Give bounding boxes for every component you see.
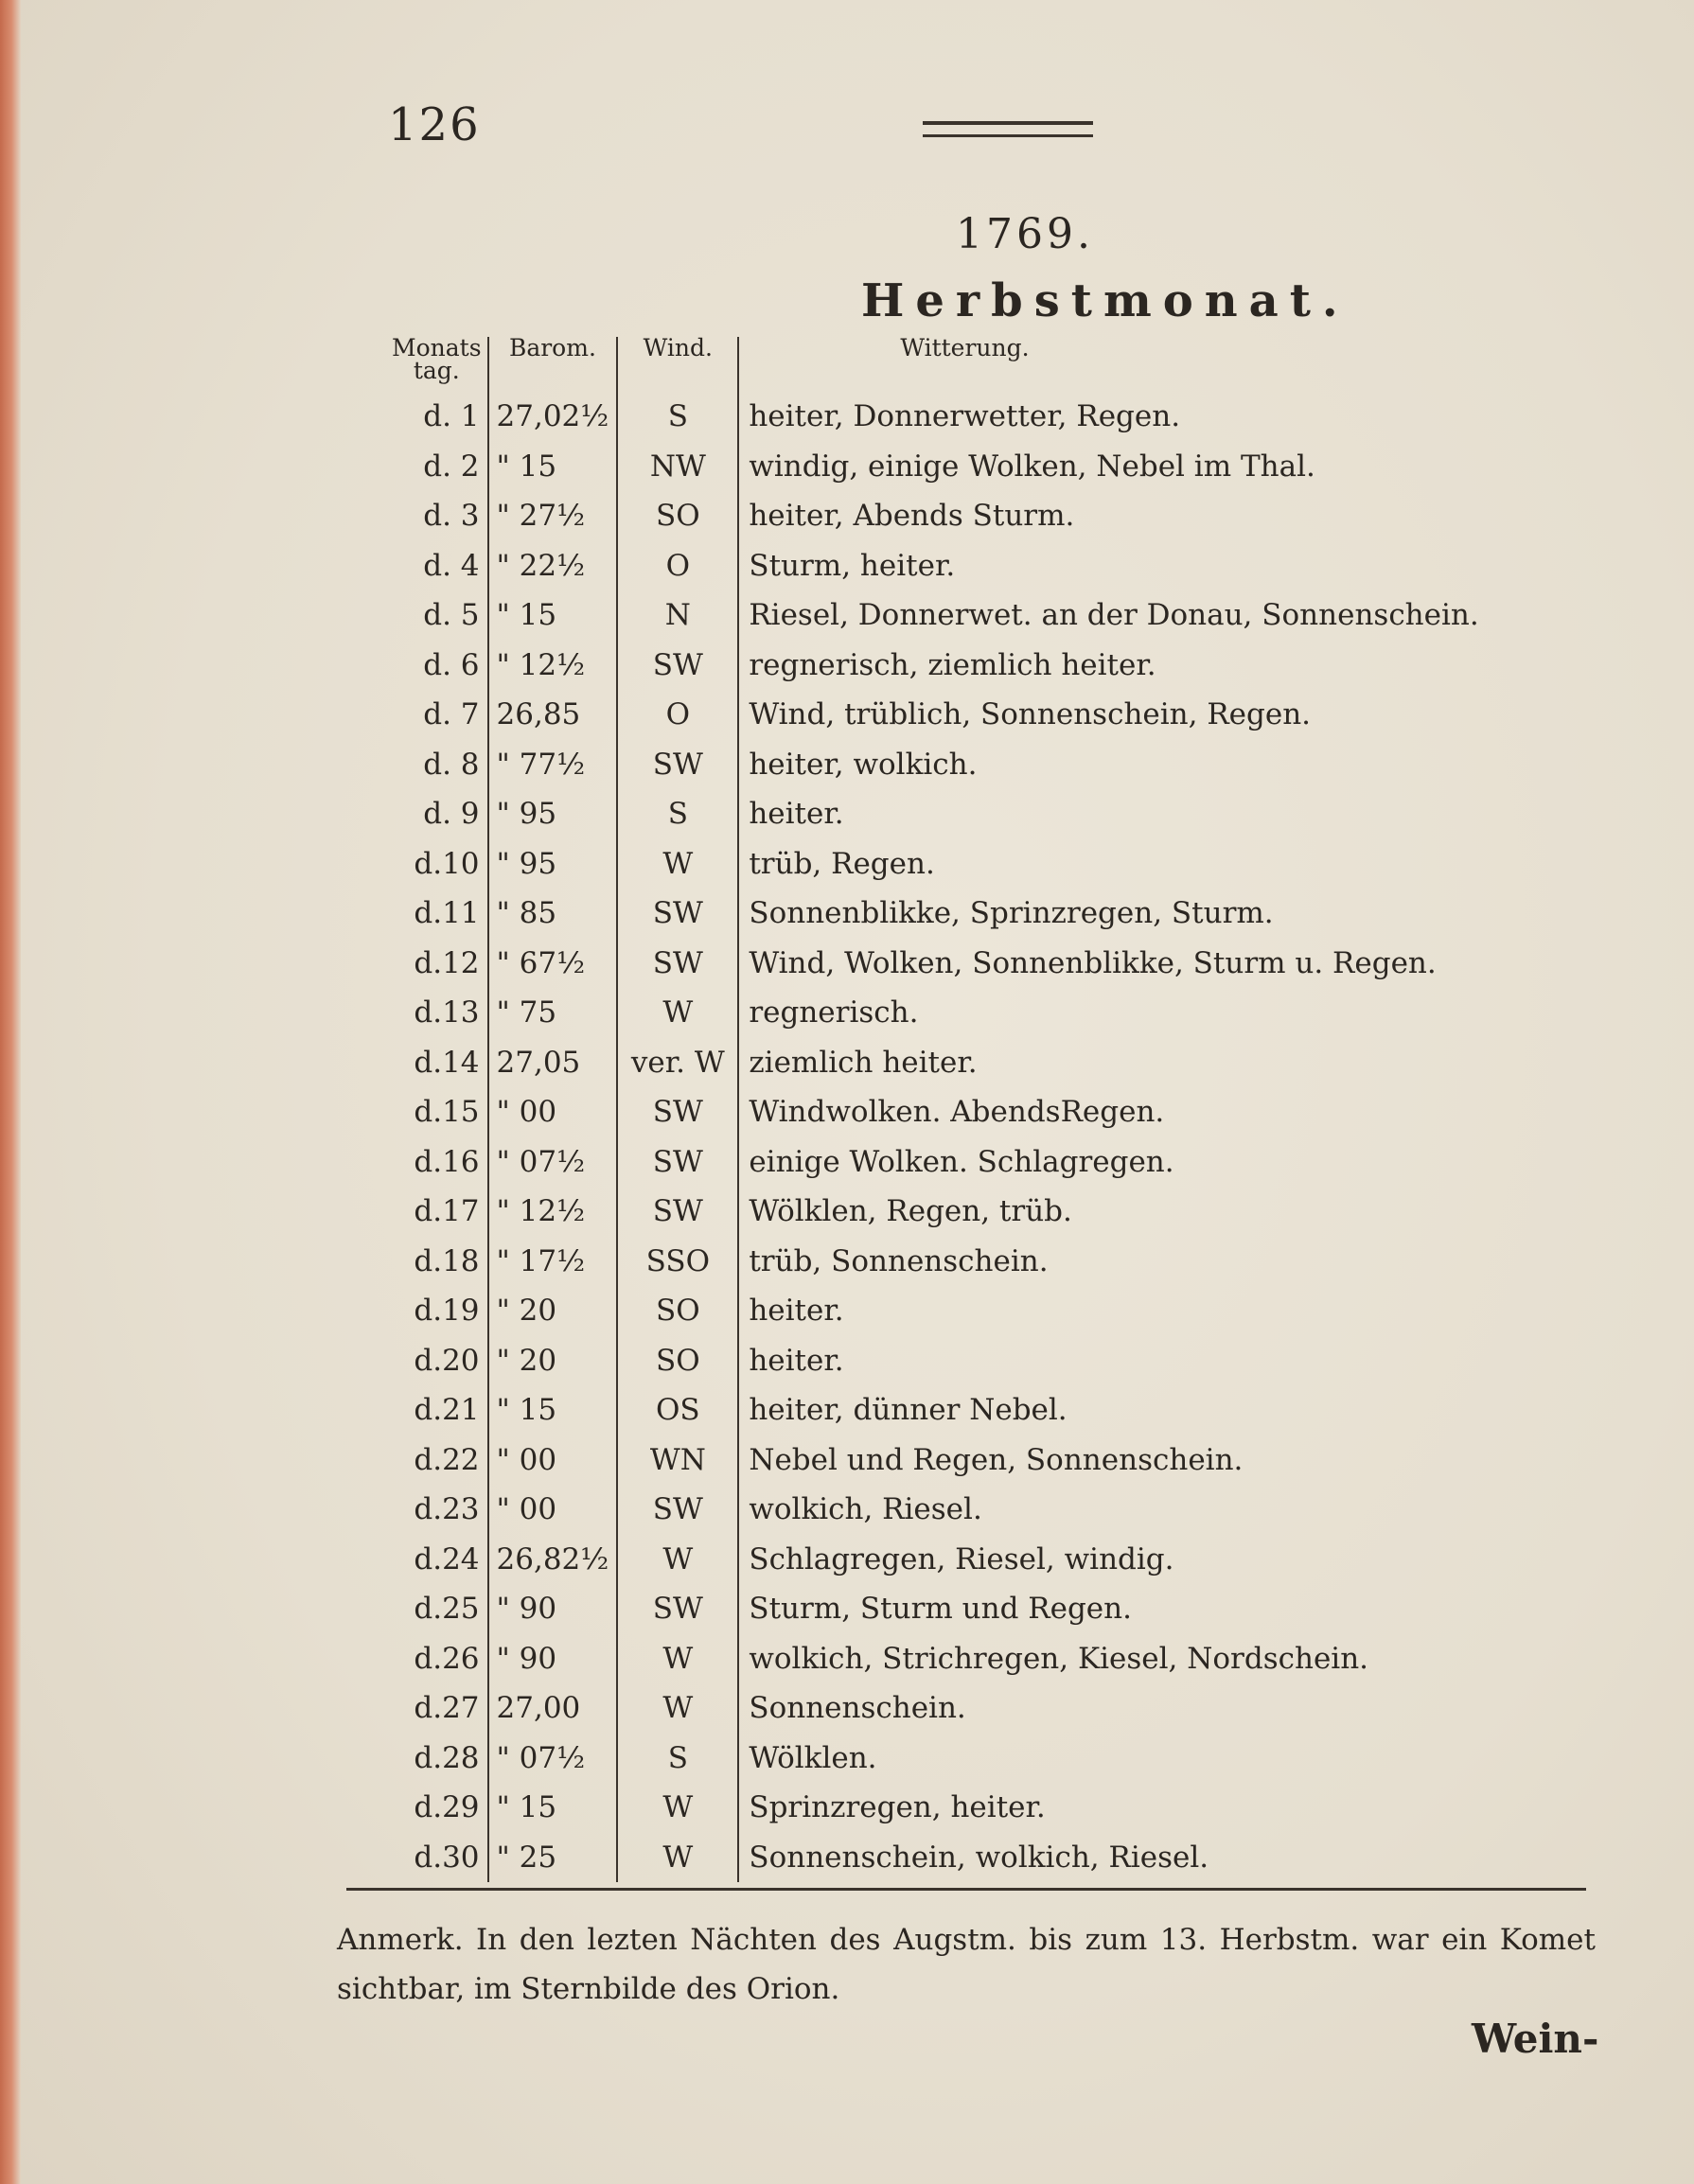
table-row xyxy=(386,1535,1487,1585)
wind-cell: SW xyxy=(617,641,738,691)
table-row xyxy=(386,789,1487,839)
weather-cell: heiter. xyxy=(749,797,844,832)
weather-cell: trüb, Regen. xyxy=(749,846,935,881)
day-cell: d.21 xyxy=(386,1385,488,1435)
weather-cell: windig, einige Wolken, Nebel im Thal. xyxy=(749,449,1315,484)
footer-rule xyxy=(346,1888,1586,1891)
day-cell: d.19 xyxy=(386,1286,488,1336)
table-row xyxy=(386,1187,1487,1237)
barometer-cell: " 15 xyxy=(488,590,618,641)
table-row xyxy=(386,590,1487,641)
barometer-cell: " 07½ xyxy=(488,1734,618,1784)
wind-cell: SO xyxy=(617,1336,738,1386)
barometer-cell: " 15 xyxy=(488,1783,618,1833)
weather-cell: heiter, Abends Sturm. xyxy=(749,499,1075,534)
table-row xyxy=(386,1385,1487,1435)
table-header-row xyxy=(386,337,1487,392)
wind-cell: W xyxy=(617,1783,738,1833)
day-cell: d.16 xyxy=(386,1137,488,1188)
barometer-cell: 27,00 xyxy=(488,1683,618,1734)
weather-cell: regnerisch. xyxy=(749,995,919,1030)
barometer-cell: " 25 xyxy=(488,1833,618,1883)
table-row xyxy=(386,1634,1487,1684)
weather-cell: Sturm, heiter. xyxy=(749,548,956,583)
wind-cell: O xyxy=(617,690,738,740)
wind-cell: W xyxy=(617,988,738,1038)
day-cell: d. 9 xyxy=(386,789,488,839)
wind-cell: N xyxy=(617,590,738,641)
barometer-cell: " 95 xyxy=(488,789,618,839)
header-barometer: Barom. xyxy=(488,337,618,392)
table-row xyxy=(386,1734,1487,1784)
barometer-cell: " 85 xyxy=(488,889,618,939)
weather-cell: Riesel, Donnerwet. an der Donau, Sonnenschein. xyxy=(749,598,1479,633)
table-row xyxy=(386,1087,1487,1137)
day-cell: d.17 xyxy=(386,1187,488,1237)
weather-cell: wolkich, Riesel. xyxy=(749,1492,982,1527)
year-heading: 1769. xyxy=(956,210,1094,258)
table-row xyxy=(386,1038,1487,1088)
table-row xyxy=(386,988,1487,1038)
day-cell: d. 6 xyxy=(386,641,488,691)
table-row xyxy=(386,641,1487,691)
day-cell: d.25 xyxy=(386,1584,488,1634)
wind-cell: SW xyxy=(617,740,738,790)
table-row xyxy=(386,1237,1487,1287)
header-day: Monats tag. xyxy=(386,337,488,392)
day-cell: d.18 xyxy=(386,1237,488,1287)
day-cell: d.22 xyxy=(386,1435,488,1486)
wind-cell: SW xyxy=(617,1137,738,1188)
header-weather: Witterung. xyxy=(900,334,1030,361)
table-row xyxy=(386,1783,1487,1833)
wind-cell: NW xyxy=(617,442,738,492)
barometer-cell: " 07½ xyxy=(488,1137,618,1188)
barometer-cell: " 90 xyxy=(488,1584,618,1634)
weather-cell: heiter. xyxy=(749,1294,844,1329)
header-wind: Wind. xyxy=(617,337,738,392)
wind-cell: W xyxy=(617,1634,738,1684)
table-row xyxy=(386,541,1487,591)
weather-cell: regnerisch, ziemlich heiter. xyxy=(749,647,1156,682)
book-spine-edge xyxy=(0,0,21,2184)
wind-cell: SW xyxy=(617,1485,738,1535)
barometer-cell: " 15 xyxy=(488,442,618,492)
barometer-cell: " 77½ xyxy=(488,740,618,790)
wind-cell: O xyxy=(617,541,738,591)
wind-cell: SW xyxy=(617,1187,738,1237)
table-row xyxy=(386,1833,1487,1883)
barometer-cell: " 67½ xyxy=(488,939,618,989)
wind-cell: WN xyxy=(617,1435,738,1486)
day-cell: d.24 xyxy=(386,1535,488,1585)
barometer-cell: " 27½ xyxy=(488,491,618,541)
weather-cell: Wölklen, Regen, trüb. xyxy=(749,1194,1072,1229)
wind-cell: W xyxy=(617,839,738,889)
day-cell: d.26 xyxy=(386,1634,488,1684)
weather-cell: einige Wolken. Schlagregen. xyxy=(749,1144,1174,1179)
day-cell: d.28 xyxy=(386,1734,488,1784)
weather-cell: Sonnenschein, wolkich, Riesel. xyxy=(749,1840,1209,1875)
barometer-cell: " 95 xyxy=(488,839,618,889)
table-row xyxy=(386,442,1487,492)
table-row xyxy=(386,491,1487,541)
barometer-cell: " 75 xyxy=(488,988,618,1038)
day-cell: d.30 xyxy=(386,1833,488,1883)
month-heading: Herbstmonat. xyxy=(861,274,1350,327)
table-row xyxy=(386,690,1487,740)
wind-cell: SW xyxy=(617,939,738,989)
wind-cell: SW xyxy=(617,1584,738,1634)
weather-cell: trüb, Sonnenschein. xyxy=(749,1243,1049,1278)
header-ornament-rule xyxy=(923,121,1093,137)
day-cell: d.11 xyxy=(386,889,488,939)
barometer-cell: " 12½ xyxy=(488,641,618,691)
weather-cell: heiter, Donnerwetter, Regen. xyxy=(749,399,1181,434)
barometer-cell: " 20 xyxy=(488,1336,618,1386)
barometer-cell: " 00 xyxy=(488,1435,618,1486)
table-row xyxy=(386,889,1487,939)
day-cell: d. 7 xyxy=(386,690,488,740)
barometer-cell: " 20 xyxy=(488,1286,618,1336)
wind-cell: SSO xyxy=(617,1237,738,1287)
weather-cell: Sprinzregen, heiter. xyxy=(749,1790,1046,1825)
table-row xyxy=(386,392,1487,442)
table-row xyxy=(386,839,1487,889)
barometer-cell: " 90 xyxy=(488,1634,618,1684)
barometer-cell: " 00 xyxy=(488,1087,618,1137)
table-row xyxy=(386,1485,1487,1535)
day-cell: d.14 xyxy=(386,1038,488,1088)
weather-cell: Schlagregen, Riesel, windig. xyxy=(749,1541,1174,1576)
day-cell: d.27 xyxy=(386,1683,488,1734)
day-cell: d. 4 xyxy=(386,541,488,591)
day-cell: d. 8 xyxy=(386,740,488,790)
barometer-cell: 26,82½ xyxy=(488,1535,618,1585)
day-cell: d. 2 xyxy=(386,442,488,492)
table-row xyxy=(386,939,1487,989)
table-row xyxy=(386,1584,1487,1634)
weather-cell: Nebel und Regen, Sonnenschein. xyxy=(749,1442,1244,1477)
day-cell: d. 5 xyxy=(386,590,488,641)
barometer-cell: 26,85 xyxy=(488,690,618,740)
wind-cell: SO xyxy=(617,491,738,541)
barometer-cell: " 17½ xyxy=(488,1237,618,1287)
weather-cell: heiter. xyxy=(749,1343,844,1378)
weather-cell: Wind, Wolken, Sonnenblikke, Sturm u. Regen. xyxy=(749,945,1437,980)
barometer-cell: 27,02½ xyxy=(488,392,618,442)
weather-cell: heiter, dünner Nebel. xyxy=(749,1393,1068,1428)
day-cell: d.20 xyxy=(386,1336,488,1386)
weather-cell: Sonnenschein. xyxy=(749,1691,966,1726)
weather-cell: ziemlich heiter. xyxy=(749,1045,978,1080)
wind-cell: SW xyxy=(617,889,738,939)
barometer-cell: " 15 xyxy=(488,1385,618,1435)
day-cell: d.23 xyxy=(386,1485,488,1535)
wind-cell: W xyxy=(617,1833,738,1883)
wind-cell: S xyxy=(617,392,738,442)
table-row xyxy=(386,740,1487,790)
page-number: 126 xyxy=(388,98,481,151)
wind-cell: W xyxy=(617,1535,738,1585)
wind-cell: W xyxy=(617,1683,738,1734)
weather-cell: heiter, wolkich. xyxy=(749,747,978,782)
wind-cell: SO xyxy=(617,1286,738,1336)
barometer-cell: " 00 xyxy=(488,1485,618,1535)
table-row xyxy=(386,1336,1487,1386)
wind-cell: S xyxy=(617,789,738,839)
weather-cell: Wölklen. xyxy=(749,1740,877,1775)
weather-cell: Sonnenblikke, Sprinzregen, Sturm. xyxy=(749,896,1274,931)
day-cell: d.10 xyxy=(386,839,488,889)
weather-cell: Wind, trüblich, Sonnenschein, Regen. xyxy=(749,697,1312,732)
table-row xyxy=(386,1683,1487,1734)
day-cell: d.12 xyxy=(386,939,488,989)
day-cell: d.29 xyxy=(386,1783,488,1833)
barometer-cell: " 12½ xyxy=(488,1187,618,1237)
footnote-remark: Anmerk. In den lezten Nächten des Augstm. bis zum 13. Herbstm. war ein Komet sichtbar, im Sternbilde des Orion. xyxy=(337,1923,1596,2006)
weather-table xyxy=(386,334,1487,1882)
wind-cell: ver. W xyxy=(617,1038,738,1088)
weather-cell: Sturm, Sturm und Regen. xyxy=(749,1592,1132,1627)
day-cell: d. 1 xyxy=(386,392,488,442)
barometer-cell: " 22½ xyxy=(488,541,618,591)
day-cell: d.15 xyxy=(386,1087,488,1137)
wind-cell: OS xyxy=(617,1385,738,1435)
barometer-cell: 27,05 xyxy=(488,1038,618,1088)
weather-cell: wolkich, Strichregen, Kiesel, Nordschein. xyxy=(749,1641,1369,1676)
table-row xyxy=(386,1137,1487,1188)
table-row xyxy=(386,1435,1487,1486)
wind-cell: SW xyxy=(617,1087,738,1137)
day-cell: d.13 xyxy=(386,988,488,1038)
catchword: Wein- xyxy=(1472,2016,1599,2062)
wind-cell: S xyxy=(617,1734,738,1784)
day-cell: d. 3 xyxy=(386,491,488,541)
table-row xyxy=(386,1286,1487,1336)
weather-cell: Windwolken. AbendsRegen. xyxy=(749,1095,1165,1130)
